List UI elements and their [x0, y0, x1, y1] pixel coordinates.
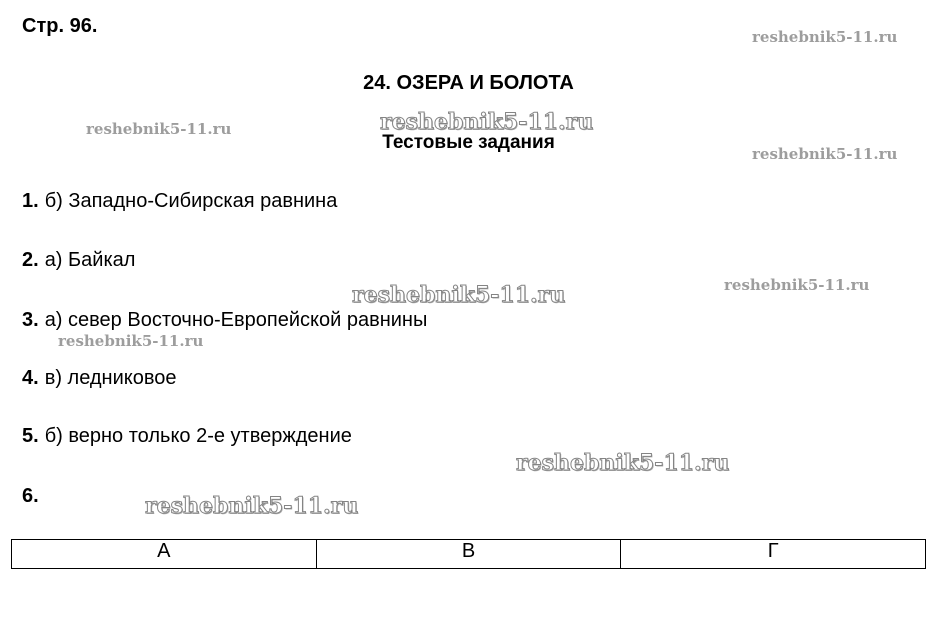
page-title: 24. ОЗЕРА И БОЛОТА: [363, 72, 574, 94]
answer-item-6: [22, 485, 45, 508]
watermark: reshebnik5-11.ru: [145, 493, 359, 519]
watermark: reshebnik5-11.ru: [752, 145, 898, 163]
answer-item-2: [22, 249, 135, 272]
answer-number: 4.: [22, 367, 39, 389]
watermark: reshebnik5-11.ru: [58, 332, 204, 350]
answer-table: [11, 539, 926, 569]
answer-item-1: [22, 190, 337, 213]
answer-item-3: [22, 309, 427, 332]
watermark: reshebnik5-11.ru: [752, 28, 898, 46]
watermark: reshebnik5-11.ru: [380, 109, 594, 135]
watermark: reshebnik5-11.ru: [86, 120, 232, 138]
answer-number: 3.: [22, 309, 39, 331]
answer-item-5: [22, 425, 352, 448]
answer-table-header-g: Г: [621, 540, 926, 569]
answer-text: б) Западно-Сибирская равнина: [44, 190, 338, 212]
answer-text: а) север Восточно-Европейской равнины: [44, 309, 428, 331]
answer-number: 2.: [22, 249, 39, 271]
answer-number: 5.: [22, 425, 39, 447]
watermark: reshebnik5-11.ru: [516, 450, 730, 476]
answer-text: а) Байкал: [44, 249, 136, 271]
answer-text: в) ледниковое: [44, 367, 177, 389]
answer-number: 6.: [22, 485, 39, 507]
page-ref: Стр. 96.: [22, 15, 98, 37]
answer-number: 1.: [22, 190, 39, 212]
answer-table-header-v: В: [316, 540, 621, 569]
watermark: reshebnik5-11.ru: [724, 276, 870, 294]
answer-item-4: [22, 367, 177, 390]
answer-table-header-a: А: [12, 540, 317, 569]
watermark: reshebnik5-11.ru: [352, 282, 566, 308]
page-subtitle: Тестовые задания: [382, 132, 555, 153]
answer-table-header-row: [12, 540, 926, 569]
answer-text: б) верно только 2-е утверждение: [44, 425, 352, 447]
